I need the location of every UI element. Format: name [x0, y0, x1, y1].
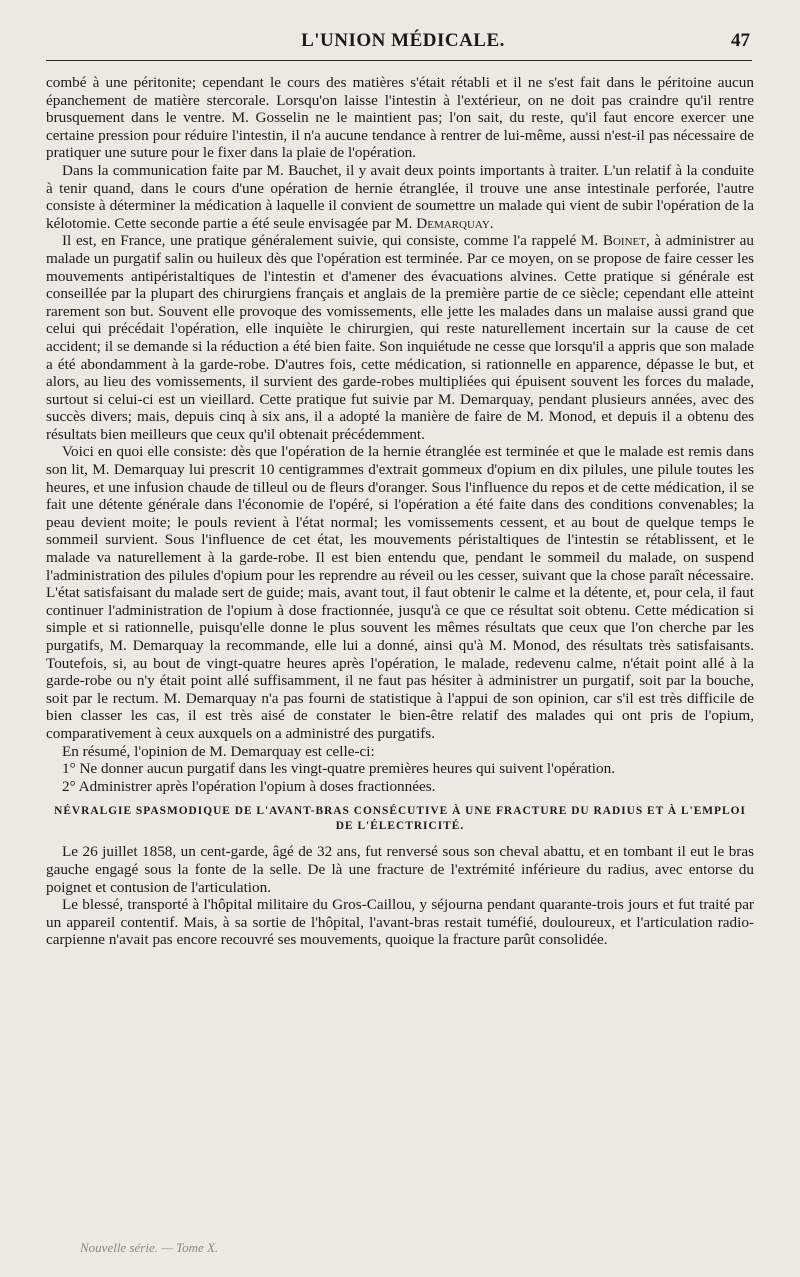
paragraph-communication	[46, 162, 754, 232]
author-name: Boinet	[602, 232, 646, 250]
running-title: L'UNION MÉDICALE.	[301, 30, 505, 51]
paragraph-text: Il est, en France, une pratique généralement suivie, qui consiste, comme l'a rappelé M.	[62, 232, 603, 250]
page-footer: Nouvelle série. — Tome X.	[80, 1240, 219, 1255]
list-item: 1° Ne donner aucun purgatif dans les vingt-quatre premières heures qui suivent l'opération.	[62, 760, 616, 778]
paragraph-hospital: Le blessé, transporté à l'hôpital militaire du Gros-Caillou, y séjourna pendant quarante-trois jours et fut traité par un appareil contentif. Mais, à sa sortie de l'hôpital, l'avant-bras restait tuméfié, douloureux, et l'articulation radio-carpienne n'avait pas encore recouvré ses mouvements, quoique la fracture parût consolidée.	[46, 896, 754, 949]
page-number: 47	[731, 30, 750, 51]
page-header	[46, 0, 760, 58]
paragraph-text: .	[489, 214, 494, 232]
paragraph-text: Dans la communication faite par M. Bauchet, il y avait deux points importants à traiter. L'un relatif à la conduite à tenir quand, dans le cours d'une opération de hernie étranglée, il trouve une anse intestinale perforée, l'autre consiste à déterminer la médication à laquelle il convient de soumettre un malade qui vient de subir l'opération de la kélotomie. Cette seconde partie a été seule envisagée par M.	[46, 161, 754, 232]
paragraph-continuation: combé à une péritonite; cependant le cours des matières s'était rétabli et il ne s'est fait dans le péritoine aucun épanchement de matière stercorale. Lorsqu'on laisse l'intestin à l'extérieur, on ne doit pas craindre qu'il rentre brusquement dans le ventre. M. Gosselin ne le maintient pas; l'on sait, du reste, qu'il faut encore exercer une certaine pression pour réduire l'intestin, il n'a aucune tendance à rentrer de lui-même, aussi n'est-il pas nécessaire de pratiquer une suture pour le fixer dans la plaie de l'opération.	[46, 74, 754, 162]
section-title: NÉVRALGIE SPASMODIQUE DE L'AVANT-BRAS CONSÉCUTIVE À UNE FRACTURE DU RADIUS ET À L'EMPLOI DE L'ÉLECTRICITÉ.	[54, 805, 746, 833]
paragraph-purgatif	[46, 232, 754, 443]
article-body	[46, 74, 754, 949]
conclusion-list	[46, 760, 754, 795]
author-name: Demarquay	[416, 214, 490, 232]
header-rule	[46, 60, 752, 61]
paragraph-opium: Voici en quoi elle consiste: dès que l'opération de la hernie étranglée est terminée et que le malade est remis dans son lit, M. Demarquay lui prescrit 10 centigrammes d'extrait gommeux d'opium en dix pilules, une pilule toutes les heures, et une infusion chaude de tilleul ou de fleurs d'oranger. Sous l'influence du repos et de cette médication, il se fait une détente générale dans l'économie de l'opéré, si l'opération a été faite dans des conditions convenables; la peau devient moite; le pouls revient à l'état normal; les vomissements cessent, et au bout de quelque temps le sommeil survient. Sous l'influence de cet état, les mouvements péristaltiques de l'intestin se rétablissent, et le malade va naturellement à la garde-robe. Il est bien entendu que, pendant le sommeil du malade, on suspend l'administration des pilules d'opium pour les reprendre au réveil ou les cesser, suivant que la chose paraît nécessaire. L'état satisfaisant du malade sert de guide; mais, avant tout, il faut obtenir le calme et la détente, et, pour cela, il faut continuer l'administration de l'opium à dose fractionnée, jusqu'à ce que ce résultat soit obtenu. Cette médication si simple et si rationnelle, puisqu'elle donne le plus souvent les mêmes résultats que ceux que l'on cherche par les purgatifs, M. Demarquay la recommande, elle lui a donné, ainsi qu'à M. Monod, des résultats très satisfaisants. Toutefois, si, au bout de vingt-quatre heures après l'opération, le malade, redevenu calme, n'était point allé à la garde-robe ou n'y était point allé suffisamment, il ne faut pas hésiter à administrer un purgatif, soit par la bouche, soit par le rectum. M. Demarquay n'a pas fourni de statistique à l'appui de son opinion, car s'il est très difficile de bien classer les cas, il est très aisé de constater le bien-être relatif des malades qui ont pris de l'opium, comparativement à ceux auxquels on a administré des purgatifs.	[46, 443, 754, 742]
paragraph-case: Le 26 juillet 1858, un cent-garde, âgé de 32 ans, fut renversé sous son cheval abattu, et en tombant il eut le bras gauche engagé sous la fonte de la selle. De là une fracture de l'extrémité inférieure du radius, avec entorse du poignet et contusion de l'articulation.	[46, 843, 754, 896]
paragraph-text: , à administrer au malade un purgatif salin ou huileux dès que l'opération est terminée. Par ce moyen, on se propose de faire cesser les mouvements antipéristaltiques de l'intestin et d'amener des évacuations alvines. Cette pratique si générale est conseillée par la plupart des chirurgiens français et anglais de la première partie de ce siècle; cependant elle atteint rarement son but. Souvent elle provoque des vomissements, elle jette les malades dans un malaise aussi grand que celui qui précédait l'opération, elle inquiète le chirurgien, qui reste naturellement incertain sur la cause de cet accident; il se demande si la réduction a été bien faite. Son inquiétude ne cesse que lorsqu'il a appris que son malade a été abondamment à la garde-robe. D'autres fois, cette médication, si rationnelle en apparence, dépasse le but, et alors, au lieu des vomissements, il survient des garde-robes multipliées qui épuisent souvent les forces du malade, surtout si celui-ci est un vieillard. Cette pratique fut suivie par M. Demarquay, pendant plusieurs années, avec des succès divers; mais, depuis cinq à six ans, il a adopté la manière de faire de M. Monod, et depuis il a obtenu des résultats bien meilleurs que ceux qu'il obtenait précédemment.	[46, 232, 754, 443]
list-item: 2° Administrer après l'opération l'opium à doses fractionnées.	[62, 777, 436, 795]
paragraph-resume: En résumé, l'opinion de M. Demarquay est celle-ci:	[62, 742, 375, 760]
